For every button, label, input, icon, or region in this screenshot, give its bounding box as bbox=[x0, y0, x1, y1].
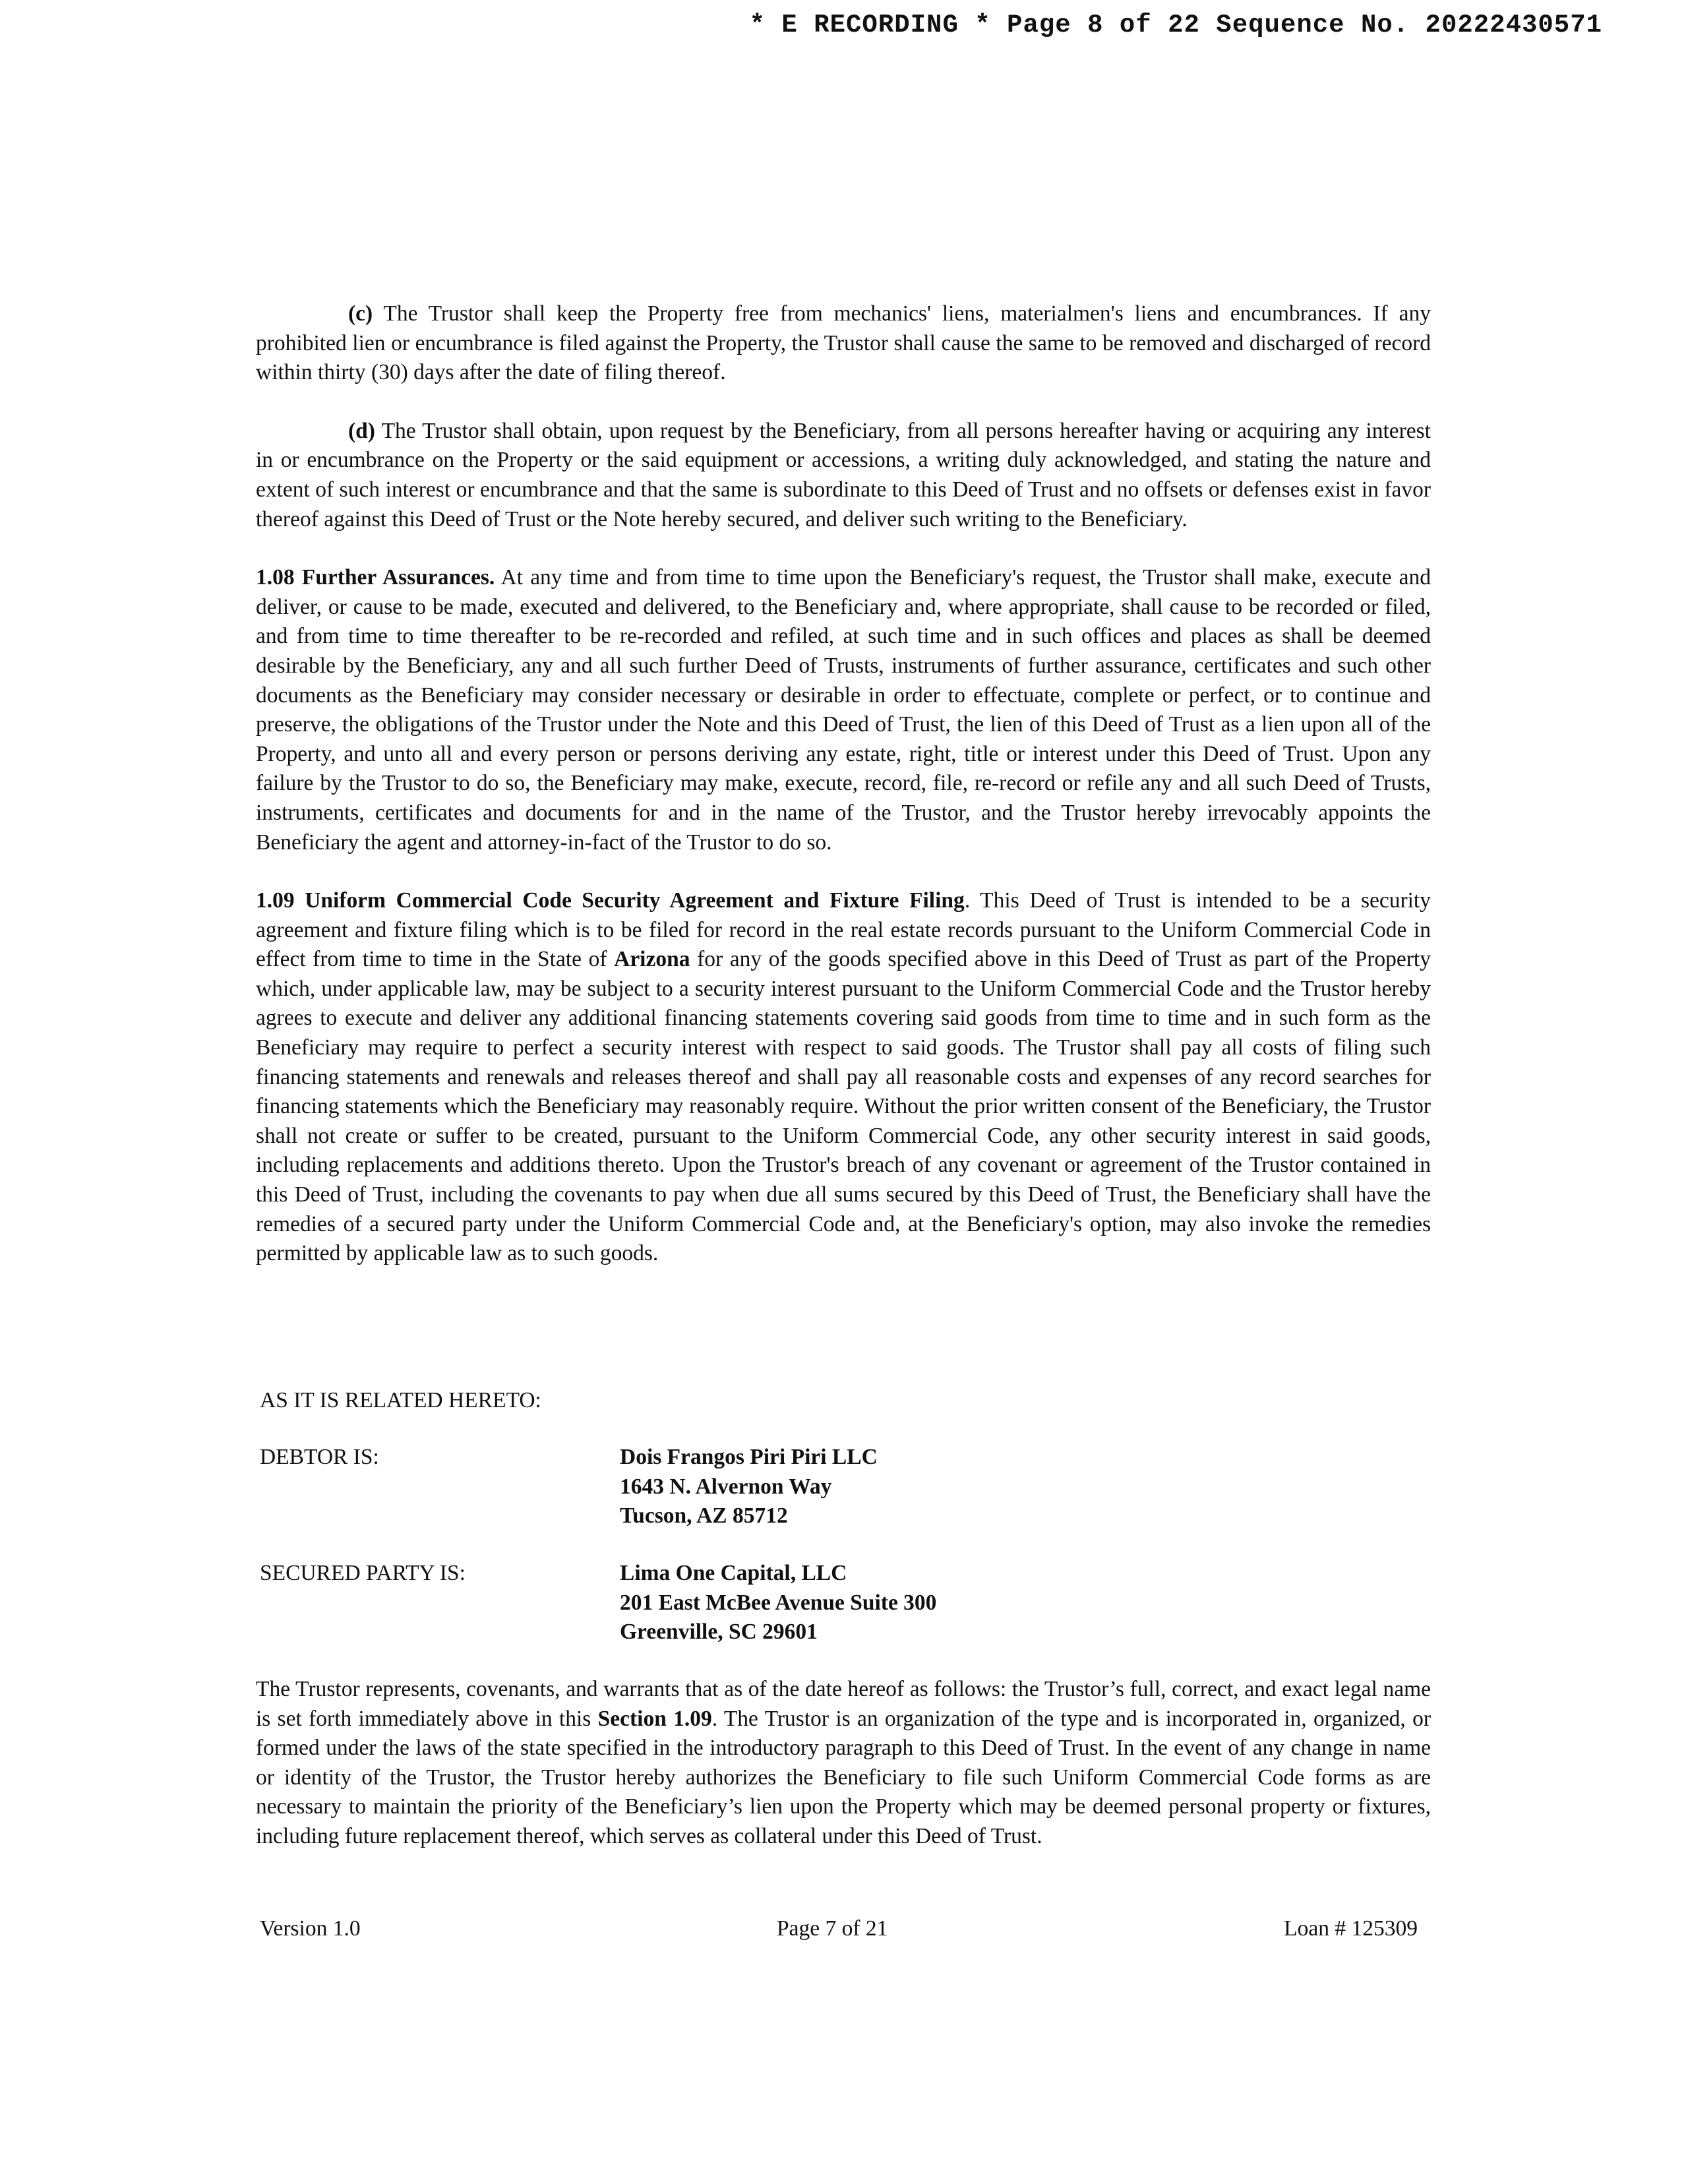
representation-section-ref: Section 1.09 bbox=[597, 1706, 712, 1731]
related-intro: AS IT IS RELATED HERETO: bbox=[260, 1388, 541, 1412]
paragraph-d bbox=[256, 417, 1431, 534]
section-1-08 bbox=[256, 563, 1431, 857]
section-1-09-state: Arizona bbox=[614, 947, 690, 972]
debtor-city: Tucson, AZ 85712 bbox=[620, 1503, 788, 1529]
recording-stamp: * E RECORDING * Page 8 of 22 Sequence No. 20222430571 bbox=[749, 11, 1602, 40]
footer-loan-number: Loan # 125309 bbox=[1284, 1916, 1418, 1941]
section-1-08-heading: 1.08 Further Assurances. bbox=[256, 565, 495, 590]
representation-text-b: . The Trustor is an organization of the type and is incorporated in, organized, or formed under the laws of the state specified in the introductory paragraph to this Deed of Trust. In the event of any change in name or identity of the Trustor, the Trustor hereby authorizes the Beneficiary to file such Uniform Commercial Code forms as are necessary to maintain the priority of the Beneficiary’s lien upon the Property which may be deemed personal property or fixtures, including future replacement thereof, which serves as collateral under this Deed of Trust. bbox=[256, 1706, 1432, 1848]
debtor-block bbox=[620, 1443, 878, 1531]
secured-party-block bbox=[620, 1559, 936, 1647]
representation-paragraph bbox=[256, 1675, 1431, 1852]
debtor-label: DEBTOR IS: bbox=[260, 1445, 379, 1469]
paragraph-d-text: The Trustor shall obtain, upon request by the Beneficiary, from all persons hereafter having or acquiring any interest in or encumbrance on the Property or the said equipment or accessions, a writing duly acknowledged, and stating the nature and extent of such interest or encumbrance and that the same is subordinate to this Deed of Trust and no offsets or defenses exist in favor thereof against this Deed of Trust or the Note hereby secured, and deliver such writing to the Beneficiary. bbox=[256, 418, 1431, 531]
secured-party-street: 201 East McBee Avenue Suite 300 bbox=[620, 1590, 937, 1615]
secured-party-label: SECURED PARTY IS: bbox=[260, 1561, 466, 1585]
footer-page-number: Page 7 of 21 bbox=[777, 1916, 888, 1941]
section-1-09-text-a: . This Deed of Trust is intended to be a security agreement and fixture filing which is to be filed for record in the real estate records pursuant to the Uniform Commercial Code in effect from time to time in the State of bbox=[256, 888, 1431, 972]
paragraph-c-text: The Trustor shall keep the Property free from mechanics' liens, materialmen's liens and encumbrances. If any prohibited lien or encumbrance is filed against the Property, the Trustor shall cause the same to be removed and discharged of record within thirty (30) days after the date of filing thereof. bbox=[256, 301, 1431, 385]
debtor-street: 1643 N. Alvernon Way bbox=[620, 1474, 832, 1499]
paragraph-c bbox=[256, 299, 1431, 388]
debtor-name: Dois Frangos Piri Piri LLC bbox=[620, 1445, 878, 1469]
representation-text-a: The Trustor represents, covenants, and warrants that as of the date hereof as follows: the Trustor’s full, correct, and exact legal name is set forth immediately above in this bbox=[256, 1677, 1431, 1731]
representation-section bbox=[256, 1675, 1431, 1852]
secured-party-name: Lima One Capital, LLC bbox=[620, 1561, 847, 1585]
secured-party-city: Greenville, SC 29601 bbox=[620, 1620, 818, 1645]
section-1-09-heading: 1.09 Uniform Commercial Code Security Agreement and Fixture Filing bbox=[256, 888, 965, 913]
section-1-08-text: At any time and from time to time upon the Beneficiary's request, the Trustor shall make, execute and deliver, or cause to be made, executed and delivered, to the Beneficiary and, where appropriate, shall cause to be recorded or filed, and from time to time thereafter to be re-recorded and refiled, at such time and in such offices and places as shall be deemed desirable by the Beneficiary, any and all such further Deed of Trusts, instruments of further assurance, certificates and such other documents as the Beneficiary may consider necessary or desirable in order to effectuate, complete or perfect, or to continue and preserve, the obligations of the Trustor under the Note and this Deed of Trust, the lien of this Deed of Trust as a lien upon all of the Property, and unto all and every person or persons deriving any estate, right, title or interest under this Deed of Trust. Upon any failure by the Trustor to do so, the Beneficiary may make, execute, record, file, re-record or refile any and all such Deed of Trusts, instruments, certificates and documents for and in the name of the Trustor, and the Trustor hereby irrevocably appoints the Beneficiary the agent and attorney-in-fact of the Trustor to do so. bbox=[256, 565, 1431, 855]
document-body bbox=[256, 299, 1431, 1269]
footer-version: Version 1.0 bbox=[260, 1916, 361, 1941]
section-1-09-text-b: for any of the goods specified above in this Deed of Trust as part of the Property which, under applicable law, may be subject to a security interest pursuant to the Uniform Commercial Code and the Trustor hereby agrees to execute and deliver any additional financing statements covering said goods from time to time and in such form as the Beneficiary may require to perfect a security interest with respect to said goods. The Trustor shall pay all costs of filing such financing statements and renewals and releases thereof and shall pay all reasonable costs and expenses of any record searches for financing statements which the Beneficiary may reasonably require. Without the prior written consent of the Beneficiary, the Trustor shall not create or suffer to be created, pursuant to the Uniform Commercial Code, any other security interest in said goods, including replacements and additions thereto. Upon the Trustor's breach of any covenant or agreement of the Trustor contained in this Deed of Trust, including the covenants to pay when due all sums secured by this Deed of Trust, the Beneficiary shall have the remedies of a secured party under the Uniform Commercial Code and, at the Beneficiary's option, may also invoke the remedies permitted by applicable law as to such goods. bbox=[256, 947, 1431, 1266]
paragraph-c-label: (c) bbox=[348, 301, 373, 326]
section-1-09 bbox=[256, 886, 1431, 1269]
paragraph-d-label: (d) bbox=[348, 418, 375, 443]
